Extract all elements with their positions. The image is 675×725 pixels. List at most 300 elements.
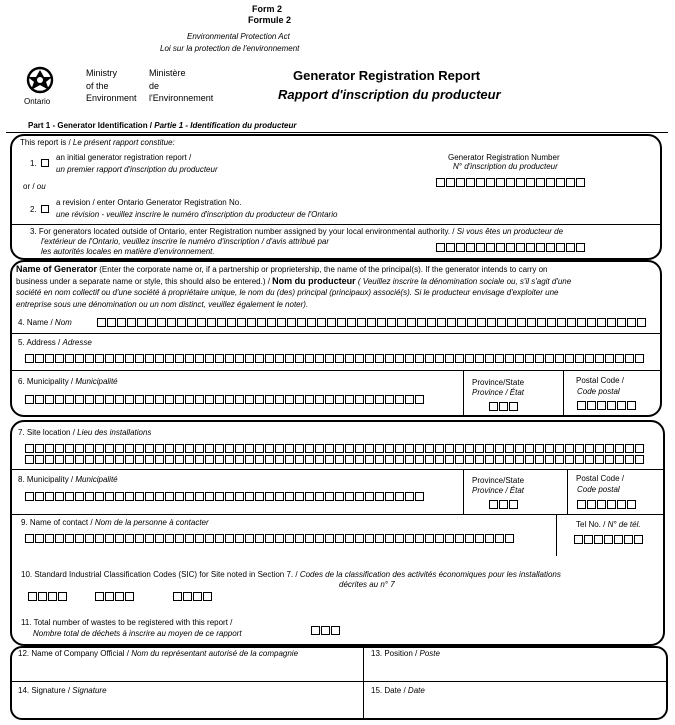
- char-box[interactable]: [215, 534, 224, 543]
- char-box[interactable]: [526, 243, 535, 252]
- char-box[interactable]: [499, 402, 508, 411]
- char-box[interactable]: [265, 455, 274, 464]
- char-box[interactable]: [385, 444, 394, 453]
- char-box[interactable]: [65, 354, 74, 363]
- char-box[interactable]: [315, 455, 324, 464]
- char-box[interactable]: [135, 444, 144, 453]
- char-box[interactable]: [435, 455, 444, 464]
- char-box[interactable]: [65, 395, 74, 404]
- char-box[interactable]: [265, 395, 274, 404]
- char-box[interactable]: [605, 444, 614, 453]
- char-box[interactable]: [595, 444, 604, 453]
- char-box[interactable]: [597, 318, 606, 327]
- char-box[interactable]: [507, 318, 516, 327]
- char-box[interactable]: [377, 318, 386, 327]
- char-box[interactable]: [115, 534, 124, 543]
- char-box[interactable]: [285, 492, 294, 501]
- char-box[interactable]: [58, 592, 67, 601]
- char-box[interactable]: [165, 444, 174, 453]
- municipality-field[interactable]: [25, 395, 425, 404]
- char-box[interactable]: [125, 592, 134, 601]
- char-box[interactable]: [615, 444, 624, 453]
- char-box[interactable]: [345, 444, 354, 453]
- char-box[interactable]: [75, 455, 84, 464]
- char-box[interactable]: [455, 534, 464, 543]
- char-box[interactable]: [335, 395, 344, 404]
- char-box[interactable]: [375, 444, 384, 453]
- date-input[interactable]: [369, 697, 659, 716]
- char-box[interactable]: [637, 318, 646, 327]
- char-box[interactable]: [445, 534, 454, 543]
- char-box[interactable]: [335, 455, 344, 464]
- char-box[interactable]: [506, 178, 515, 187]
- char-box[interactable]: [355, 534, 364, 543]
- char-box[interactable]: [367, 318, 376, 327]
- char-box[interactable]: [235, 444, 244, 453]
- char-box[interactable]: [35, 354, 44, 363]
- char-box[interactable]: [577, 500, 586, 509]
- char-box[interactable]: [145, 455, 154, 464]
- char-box[interactable]: [446, 178, 455, 187]
- char-box[interactable]: [476, 178, 485, 187]
- char-box[interactable]: [617, 318, 626, 327]
- char-box[interactable]: [135, 354, 144, 363]
- char-box[interactable]: [617, 401, 626, 410]
- char-box[interactable]: [365, 395, 374, 404]
- revision-checkbox[interactable]: [41, 205, 49, 213]
- char-box[interactable]: [546, 243, 555, 252]
- char-box[interactable]: [185, 455, 194, 464]
- company-official-name-input[interactable]: [16, 660, 356, 678]
- char-box[interactable]: [505, 455, 514, 464]
- char-box[interactable]: [415, 455, 424, 464]
- char-box[interactable]: [614, 535, 623, 544]
- char-box[interactable]: [445, 354, 454, 363]
- char-box[interactable]: [355, 455, 364, 464]
- char-box[interactable]: [225, 444, 234, 453]
- char-box[interactable]: [584, 535, 593, 544]
- char-box[interactable]: [45, 444, 54, 453]
- char-box[interactable]: [467, 318, 476, 327]
- char-box[interactable]: [48, 592, 57, 601]
- char-box[interactable]: [105, 354, 114, 363]
- char-box[interactable]: [215, 444, 224, 453]
- char-box[interactable]: [505, 354, 514, 363]
- char-box[interactable]: [25, 455, 34, 464]
- char-box[interactable]: [105, 455, 114, 464]
- char-box[interactable]: [466, 178, 475, 187]
- char-box[interactable]: [115, 455, 124, 464]
- char-box[interactable]: [247, 318, 256, 327]
- char-box[interactable]: [499, 500, 508, 509]
- char-box[interactable]: [576, 243, 585, 252]
- char-box[interactable]: [547, 318, 556, 327]
- char-box[interactable]: [335, 534, 344, 543]
- char-box[interactable]: [435, 354, 444, 363]
- char-box[interactable]: [495, 444, 504, 453]
- char-box[interactable]: [315, 444, 324, 453]
- char-box[interactable]: [575, 354, 584, 363]
- char-box[interactable]: [345, 534, 354, 543]
- char-box[interactable]: [75, 534, 84, 543]
- char-box[interactable]: [497, 318, 506, 327]
- char-box[interactable]: [225, 395, 234, 404]
- char-box[interactable]: [165, 455, 174, 464]
- char-box[interactable]: [175, 455, 184, 464]
- char-box[interactable]: [305, 534, 314, 543]
- char-box[interactable]: [515, 354, 524, 363]
- char-box[interactable]: [257, 318, 266, 327]
- char-box[interactable]: [195, 354, 204, 363]
- char-box[interactable]: [295, 492, 304, 501]
- char-box[interactable]: [265, 492, 274, 501]
- char-box[interactable]: [525, 354, 534, 363]
- char-box[interactable]: [225, 455, 234, 464]
- char-box[interactable]: [225, 492, 234, 501]
- char-box[interactable]: [347, 318, 356, 327]
- char-box[interactable]: [375, 395, 384, 404]
- char-box[interactable]: [55, 455, 64, 464]
- char-box[interactable]: [105, 395, 114, 404]
- char-box[interactable]: [385, 534, 394, 543]
- char-box[interactable]: [195, 455, 204, 464]
- char-box[interactable]: [147, 318, 156, 327]
- char-box[interactable]: [485, 354, 494, 363]
- char-box[interactable]: [325, 395, 334, 404]
- char-box[interactable]: [615, 455, 624, 464]
- char-box[interactable]: [95, 455, 104, 464]
- char-box[interactable]: [315, 534, 324, 543]
- char-box[interactable]: [405, 455, 414, 464]
- char-box[interactable]: [345, 395, 354, 404]
- char-box[interactable]: [485, 534, 494, 543]
- char-box[interactable]: [456, 243, 465, 252]
- char-box[interactable]: [155, 455, 164, 464]
- char-box[interactable]: [35, 455, 44, 464]
- char-box[interactable]: [285, 395, 294, 404]
- char-box[interactable]: [495, 455, 504, 464]
- char-box[interactable]: [135, 395, 144, 404]
- char-box[interactable]: [607, 500, 616, 509]
- char-box[interactable]: [165, 395, 174, 404]
- char-box[interactable]: [489, 500, 498, 509]
- char-box[interactable]: [265, 444, 274, 453]
- char-box[interactable]: [215, 354, 224, 363]
- char-box[interactable]: [566, 178, 575, 187]
- char-box[interactable]: [315, 395, 324, 404]
- char-box[interactable]: [385, 492, 394, 501]
- char-box[interactable]: [115, 354, 124, 363]
- char-box[interactable]: [437, 318, 446, 327]
- sic-code-1-field[interactable]: [28, 592, 68, 601]
- char-box[interactable]: [455, 455, 464, 464]
- contact-name-field[interactable]: [25, 534, 515, 543]
- char-box[interactable]: [509, 500, 518, 509]
- char-box[interactable]: [365, 492, 374, 501]
- char-box[interactable]: [177, 318, 186, 327]
- char-box[interactable]: [385, 354, 394, 363]
- char-box[interactable]: [415, 492, 424, 501]
- char-box[interactable]: [35, 534, 44, 543]
- char-box[interactable]: [475, 534, 484, 543]
- char-box[interactable]: [205, 444, 214, 453]
- char-box[interactable]: [465, 455, 474, 464]
- char-box[interactable]: [255, 534, 264, 543]
- char-box[interactable]: [245, 354, 254, 363]
- char-box[interactable]: [357, 318, 366, 327]
- char-box[interactable]: [447, 318, 456, 327]
- char-box[interactable]: [607, 318, 616, 327]
- char-box[interactable]: [495, 354, 504, 363]
- char-box[interactable]: [604, 535, 613, 544]
- char-box[interactable]: [565, 444, 574, 453]
- char-box[interactable]: [527, 318, 536, 327]
- char-box[interactable]: [425, 354, 434, 363]
- char-box[interactable]: [35, 444, 44, 453]
- char-box[interactable]: [205, 492, 214, 501]
- char-box[interactable]: [267, 318, 276, 327]
- char-box[interactable]: [355, 395, 364, 404]
- char-box[interactable]: [627, 318, 636, 327]
- char-box[interactable]: [65, 534, 74, 543]
- char-box[interactable]: [516, 243, 525, 252]
- char-box[interactable]: [145, 444, 154, 453]
- char-box[interactable]: [457, 318, 466, 327]
- char-box[interactable]: [25, 444, 34, 453]
- char-box[interactable]: [577, 318, 586, 327]
- char-box[interactable]: [557, 318, 566, 327]
- char-box[interactable]: [496, 243, 505, 252]
- char-box[interactable]: [505, 444, 514, 453]
- char-box[interactable]: [535, 444, 544, 453]
- char-box[interactable]: [305, 492, 314, 501]
- char-box[interactable]: [215, 455, 224, 464]
- char-box[interactable]: [275, 492, 284, 501]
- char-box[interactable]: [205, 455, 214, 464]
- char-box[interactable]: [85, 444, 94, 453]
- char-box[interactable]: [515, 444, 524, 453]
- char-box[interactable]: [75, 492, 84, 501]
- char-box[interactable]: [456, 178, 465, 187]
- char-box[interactable]: [577, 401, 586, 410]
- char-box[interactable]: [395, 492, 404, 501]
- char-box[interactable]: [415, 354, 424, 363]
- char-box[interactable]: [425, 455, 434, 464]
- char-box[interactable]: [525, 455, 534, 464]
- char-box[interactable]: [576, 178, 585, 187]
- char-box[interactable]: [255, 354, 264, 363]
- char-box[interactable]: [207, 318, 216, 327]
- char-box[interactable]: [556, 178, 565, 187]
- char-box[interactable]: [325, 444, 334, 453]
- char-box[interactable]: [155, 354, 164, 363]
- char-box[interactable]: [536, 178, 545, 187]
- generator-name-field[interactable]: [97, 318, 647, 327]
- char-box[interactable]: [405, 395, 414, 404]
- char-box[interactable]: [445, 444, 454, 453]
- sic-code-3-field[interactable]: [173, 592, 213, 601]
- char-box[interactable]: [425, 444, 434, 453]
- char-box[interactable]: [375, 534, 384, 543]
- char-box[interactable]: [235, 354, 244, 363]
- char-box[interactable]: [395, 395, 404, 404]
- char-box[interactable]: [325, 455, 334, 464]
- char-box[interactable]: [295, 534, 304, 543]
- char-box[interactable]: [165, 354, 174, 363]
- char-box[interactable]: [565, 455, 574, 464]
- char-box[interactable]: [325, 534, 334, 543]
- char-box[interactable]: [145, 395, 154, 404]
- char-box[interactable]: [585, 354, 594, 363]
- char-box[interactable]: [574, 535, 583, 544]
- char-box[interactable]: [265, 354, 274, 363]
- char-box[interactable]: [365, 444, 374, 453]
- char-box[interactable]: [55, 492, 64, 501]
- char-box[interactable]: [415, 534, 424, 543]
- site-location-field-row1[interactable]: [25, 444, 645, 453]
- char-box[interactable]: [295, 395, 304, 404]
- char-box[interactable]: [535, 354, 544, 363]
- char-box[interactable]: [476, 243, 485, 252]
- char-box[interactable]: [125, 444, 134, 453]
- char-box[interactable]: [65, 492, 74, 501]
- char-box[interactable]: [545, 444, 554, 453]
- char-box[interactable]: [485, 455, 494, 464]
- char-box[interactable]: [587, 500, 596, 509]
- char-box[interactable]: [415, 395, 424, 404]
- char-box[interactable]: [321, 626, 330, 635]
- char-box[interactable]: [125, 492, 134, 501]
- char-box[interactable]: [627, 500, 636, 509]
- char-box[interactable]: [537, 318, 546, 327]
- char-box[interactable]: [635, 354, 644, 363]
- char-box[interactable]: [505, 534, 514, 543]
- char-box[interactable]: [509, 402, 518, 411]
- char-box[interactable]: [407, 318, 416, 327]
- char-box[interactable]: [285, 354, 294, 363]
- char-box[interactable]: [365, 354, 374, 363]
- char-box[interactable]: [195, 534, 204, 543]
- char-box[interactable]: [95, 395, 104, 404]
- char-box[interactable]: [455, 354, 464, 363]
- char-box[interactable]: [555, 455, 564, 464]
- site-location-field-row2[interactable]: [25, 455, 645, 464]
- char-box[interactable]: [173, 592, 182, 601]
- char-box[interactable]: [235, 455, 244, 464]
- char-box[interactable]: [405, 492, 414, 501]
- char-box[interactable]: [175, 492, 184, 501]
- char-box[interactable]: [105, 534, 114, 543]
- char-box[interactable]: [175, 354, 184, 363]
- char-box[interactable]: [556, 243, 565, 252]
- char-box[interactable]: [235, 534, 244, 543]
- char-box[interactable]: [545, 354, 554, 363]
- char-box[interactable]: [157, 318, 166, 327]
- char-box[interactable]: [337, 318, 346, 327]
- char-box[interactable]: [255, 455, 264, 464]
- char-box[interactable]: [555, 444, 564, 453]
- char-box[interactable]: [485, 444, 494, 453]
- char-box[interactable]: [486, 243, 495, 252]
- char-box[interactable]: [395, 444, 404, 453]
- char-box[interactable]: [475, 444, 484, 453]
- registration-number-field[interactable]: [436, 178, 586, 187]
- char-box[interactable]: [155, 395, 164, 404]
- char-box[interactable]: [55, 444, 64, 453]
- char-box[interactable]: [565, 354, 574, 363]
- char-box[interactable]: [187, 318, 196, 327]
- char-box[interactable]: [355, 444, 364, 453]
- char-box[interactable]: [175, 534, 184, 543]
- char-box[interactable]: [625, 354, 634, 363]
- char-box[interactable]: [127, 318, 136, 327]
- char-box[interactable]: [245, 395, 254, 404]
- char-box[interactable]: [275, 354, 284, 363]
- char-box[interactable]: [275, 444, 284, 453]
- char-box[interactable]: [486, 178, 495, 187]
- char-box[interactable]: [197, 318, 206, 327]
- char-box[interactable]: [125, 395, 134, 404]
- char-box[interactable]: [277, 318, 286, 327]
- char-box[interactable]: [25, 395, 34, 404]
- char-box[interactable]: [355, 354, 364, 363]
- char-box[interactable]: [95, 492, 104, 501]
- char-box[interactable]: [155, 492, 164, 501]
- char-box[interactable]: [335, 444, 344, 453]
- char-box[interactable]: [295, 354, 304, 363]
- signature-input[interactable]: [16, 697, 356, 716]
- char-box[interactable]: [65, 444, 74, 453]
- char-box[interactable]: [205, 395, 214, 404]
- total-wastes-field[interactable]: [311, 626, 341, 635]
- char-box[interactable]: [489, 402, 498, 411]
- char-box[interactable]: [185, 492, 194, 501]
- char-box[interactable]: [25, 354, 34, 363]
- char-box[interactable]: [425, 534, 434, 543]
- char-box[interactable]: [517, 318, 526, 327]
- char-box[interactable]: [385, 395, 394, 404]
- char-box[interactable]: [397, 318, 406, 327]
- char-box[interactable]: [446, 243, 455, 252]
- char-box[interactable]: [597, 500, 606, 509]
- site-municipality-field[interactable]: [25, 492, 425, 501]
- char-box[interactable]: [245, 455, 254, 464]
- char-box[interactable]: [25, 492, 34, 501]
- char-box[interactable]: [545, 455, 554, 464]
- char-box[interactable]: [315, 354, 324, 363]
- char-box[interactable]: [435, 534, 444, 543]
- outside-registration-field[interactable]: [436, 243, 586, 252]
- char-box[interactable]: [107, 318, 116, 327]
- char-box[interactable]: [205, 354, 214, 363]
- char-box[interactable]: [217, 318, 226, 327]
- char-box[interactable]: [555, 354, 564, 363]
- telephone-field[interactable]: [574, 535, 644, 544]
- char-box[interactable]: [255, 492, 264, 501]
- char-box[interactable]: [587, 401, 596, 410]
- char-box[interactable]: [385, 455, 394, 464]
- char-box[interactable]: [435, 444, 444, 453]
- postal-code-field[interactable]: [577, 401, 637, 410]
- char-box[interactable]: [45, 354, 54, 363]
- char-box[interactable]: [275, 455, 284, 464]
- char-box[interactable]: [535, 455, 544, 464]
- char-box[interactable]: [135, 455, 144, 464]
- char-box[interactable]: [595, 354, 604, 363]
- char-box[interactable]: [365, 455, 374, 464]
- char-box[interactable]: [115, 492, 124, 501]
- char-box[interactable]: [536, 243, 545, 252]
